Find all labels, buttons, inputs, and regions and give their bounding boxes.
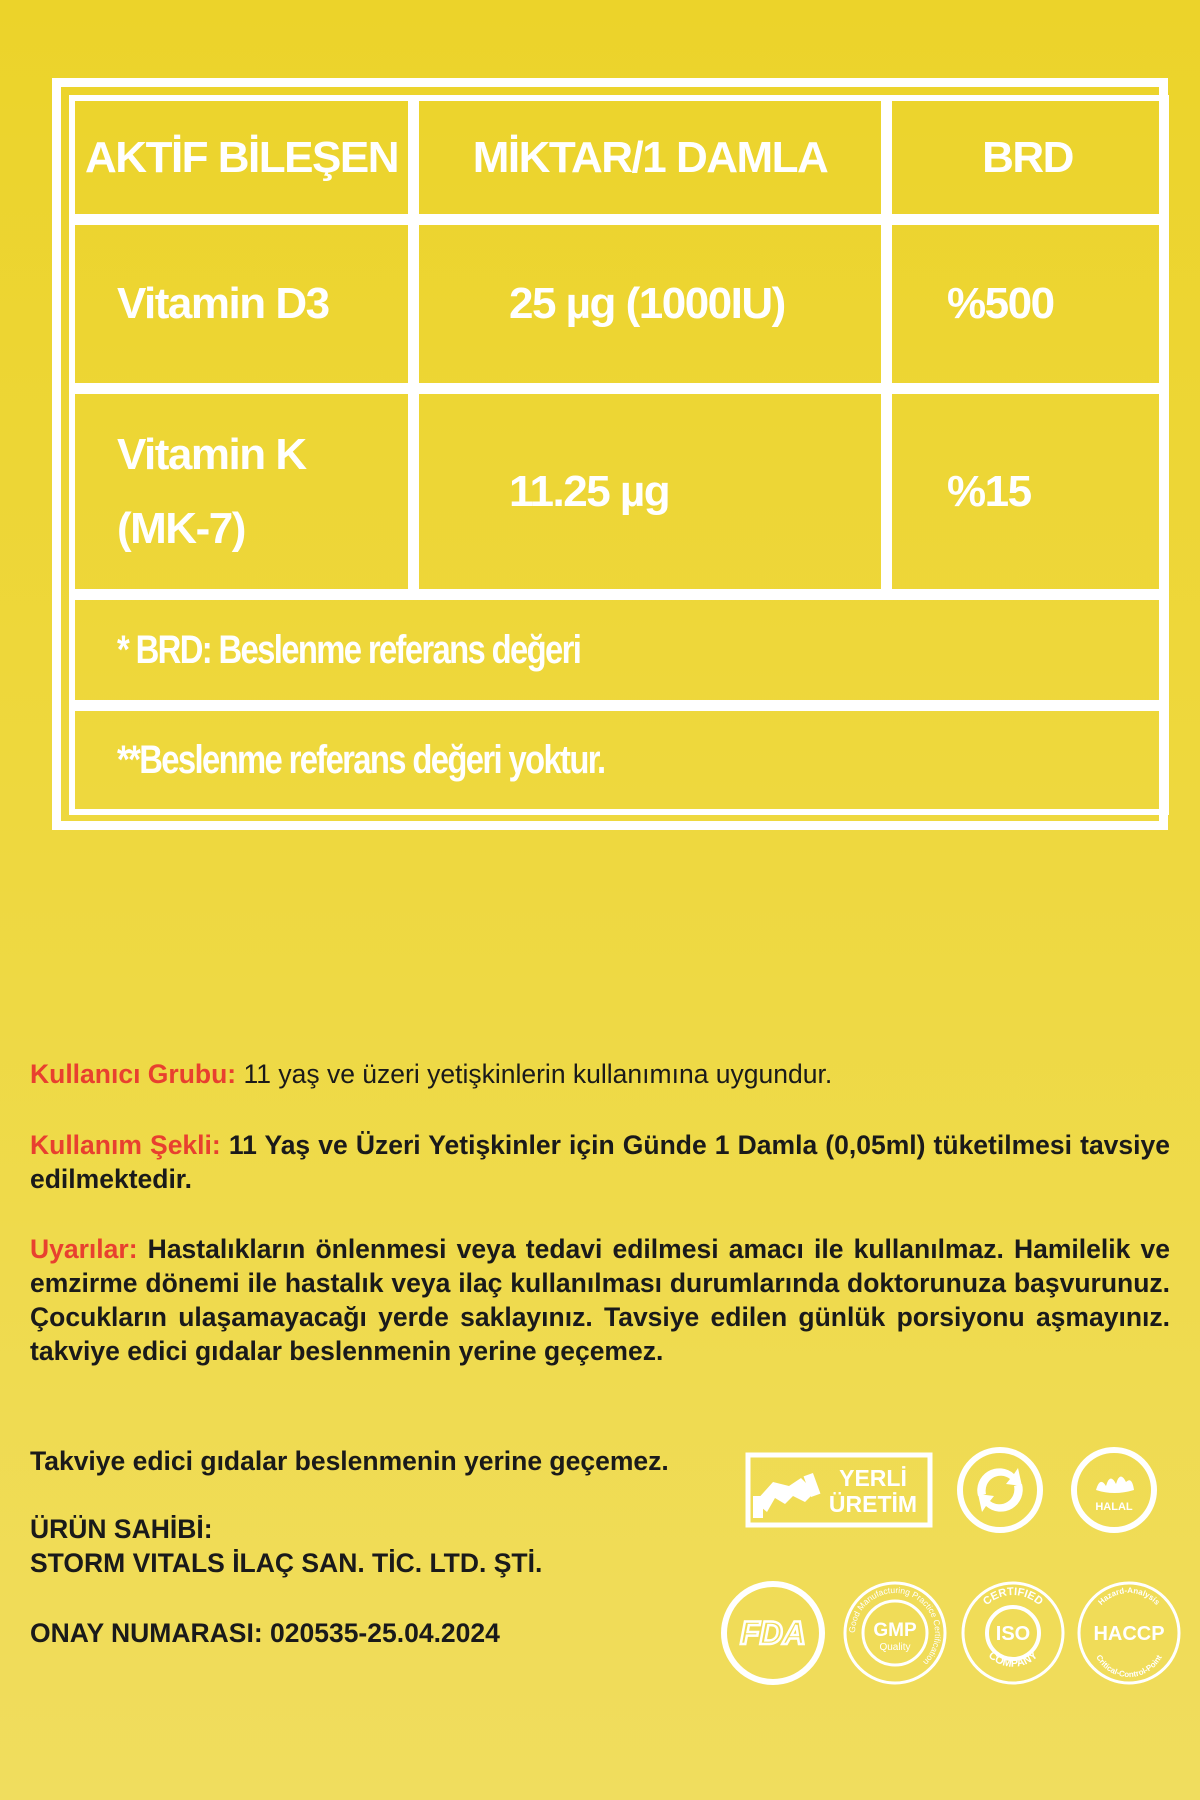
header-brd: BRD (886, 95, 1169, 220)
nutrition-table (52, 78, 1168, 830)
local-line1: YERLİ (839, 1465, 907, 1491)
usage-text: 11 Yaş ve Üzeri Yetişkinler için Günde 1 Damla (0,05ml) tüketilmesi tavsiye edilmektedir. (30, 1130, 1170, 1194)
haccp-badge (1076, 1580, 1182, 1686)
vitamin-k-brd: %15 (886, 388, 1169, 595)
vitamin-k-name-line2: (MK-7) (117, 503, 245, 553)
warnings-label: Uyarılar: (30, 1234, 138, 1264)
header-active-ingredient: AKTİF BİLEŞEN (69, 95, 414, 220)
gmp-badge (842, 1580, 948, 1686)
no-reference-footnote-text: **Beslenme referans değeri yoktur. (117, 737, 605, 782)
supplement-note: Takviye edici gıdalar beslenmenin yerine geçemez. (30, 1446, 669, 1476)
gmp-main: GMP (873, 1620, 917, 1641)
user-group-text: 11 yaş ve üzeri yetişkinlerin kullanımına uygundur. (236, 1059, 833, 1089)
warnings-paragraph (30, 1232, 1170, 1368)
no-reference-footnote (69, 705, 1169, 815)
gmp-sub: Quality (879, 1642, 911, 1653)
owner-name: STORM VITALS İLAÇ SAN. TİC. LTD. ŞTİ. (30, 1548, 543, 1578)
haccp-bottom-text: Critical-Control-Point (1094, 1653, 1164, 1680)
handshake-icon (745, 1452, 933, 1528)
owner-label: ÜRÜN SAHİBİ: (30, 1514, 213, 1544)
iso-top-text: CERTIFIED (981, 1585, 1045, 1608)
local-production-badge (745, 1452, 933, 1528)
user-group-label: Kullanıcı Grubu: (30, 1059, 237, 1089)
vitamin-k-amount: 11.25 µg (413, 388, 887, 595)
svg-text:COMPANY (986, 1649, 1041, 1670)
usage-label: Kullanım Şekli: (30, 1130, 221, 1160)
halal-label: HALAL (1095, 1501, 1133, 1513)
local-line2: ÜRETİM (828, 1491, 918, 1517)
vitamin-d3-amount: 25 µg (1000IU) (413, 219, 887, 389)
iso-bottom-text: COMPANY (985, 1649, 1041, 1670)
arabic-script-icon (1096, 1476, 1134, 1493)
iso-badge (960, 1580, 1066, 1686)
user-group-paragraph (30, 1057, 1170, 1091)
haccp-main: HACCP (1093, 1623, 1165, 1645)
haccp-top-text: Hazard-Analysis (1096, 1585, 1162, 1607)
recycle-badge (956, 1446, 1044, 1534)
vitamin-d3-brd: %500 (886, 219, 1169, 389)
iso-main: ISO (995, 1623, 1031, 1645)
header-amount-per-drop: MİKTAR/1 DAMLA (413, 95, 887, 220)
fda-badge (720, 1580, 826, 1686)
fda-label: FDA (740, 1615, 806, 1651)
brd-footnote (69, 594, 1169, 706)
approval-number: ONAY NUMARASI: 020535-25.04.2024 (30, 1618, 500, 1648)
warnings-text: Hastalıkların önlenmesi veya tedavi edilmesi amacı ile kullanılmaz. Hamilelik ve emzirme dönemi ile hastalık veya ilaç kullanılması durumlarında doktorunuza başvurunuz. Çocukların ulaşamayacağı yerde saklayınız. Tavsiye edilen günlük porsiyonu aşmayınız. takviye edici gıdalar beslenmenin yerine geçemez. (30, 1234, 1170, 1366)
halal-badge (1070, 1446, 1158, 1534)
vitamin-d3-name: Vitamin D3 (69, 219, 414, 389)
brd-footnote-text: * BRD: Beslenme referans değeri (117, 627, 581, 672)
vitamin-k-name-line1: Vitamin K (117, 429, 306, 479)
vitamin-k-name (69, 388, 414, 595)
recycle-icon (956, 1446, 1044, 1534)
usage-paragraph (30, 1128, 1170, 1196)
gmp-ring-text: Good Manufacturing Practice Certification (846, 1584, 944, 1668)
